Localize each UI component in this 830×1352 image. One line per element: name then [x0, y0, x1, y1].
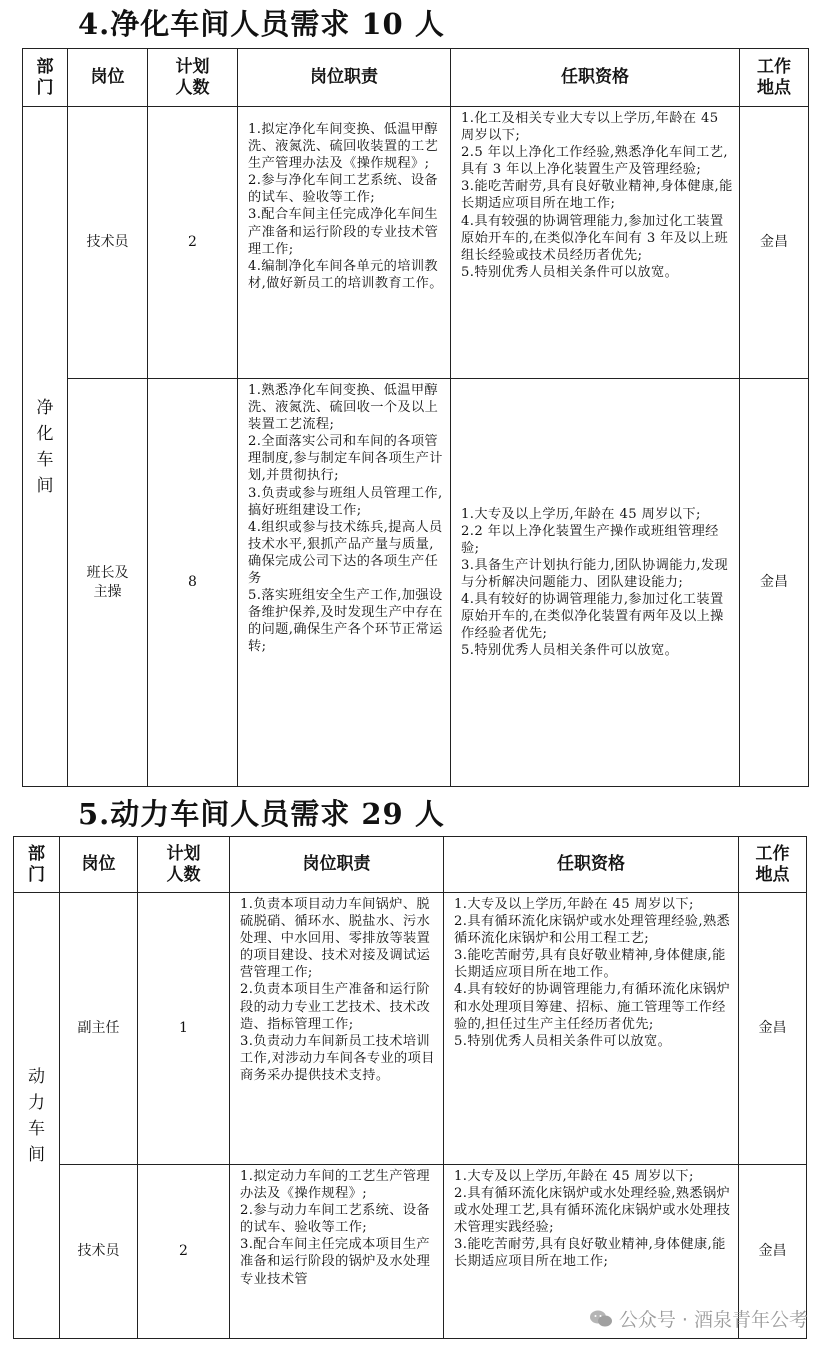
header-qualifications: 任职资格: [451, 49, 740, 107]
duties-cell: 1.熟悉净化车间变换、低温甲醇洗、液氮洗、硫回收一个及以上装置工艺流程; 2.全面落实公司和车间的各项管理制度,参与制定车间各项生产计划,并贯彻执行; 3.负责或参与班组人员管理工作,搞好班组建设工作; 4.组织或参与技术练兵,提高人员技术水平,狠抓产品产量与质量,确保完成公司下达的各项生产任务 5.落实班组安全生产工作,加强设备维护保养,及时发现生产中存在的问题,确保生产各个环节正常运转;: [238, 379, 451, 787]
wechat-icon: [589, 1309, 613, 1329]
location-cell: 金昌: [740, 107, 809, 379]
header-qualifications: 任职资格: [444, 837, 739, 893]
section-4-title: 4.净化车间人员需求 10 人: [78, 7, 445, 41]
location-cell: 金昌: [739, 1165, 807, 1339]
header-location: 工作 地点: [739, 837, 807, 893]
location-cell: 金昌: [740, 379, 809, 787]
section-4-table: [22, 48, 809, 787]
section-5-table: [13, 836, 807, 1339]
position-cell: 班长及 主操: [68, 379, 148, 787]
position-cell: 技术员: [68, 107, 148, 379]
watermark-text: 公众号 · 酒泉青年公考: [618, 1309, 808, 1331]
count-cell: 8: [148, 379, 238, 787]
table-row: [14, 893, 807, 1165]
qualifications-cell: 1.大专及以上学历,年龄在 45 周岁以下; 2.具有循环流化床锅炉或水处理管理经验,熟悉循环流化床锅炉和公用工程工艺; 3.能吃苦耐劳,具有良好敬业精神,身体健康,能长期适应项目所在地工作。 4.具有较好的协调管理能力,有循环流化床锅炉和水处理项目筹建、招标、施工管理等工作经验的,担任过生产主任经历者优先; 5.特别优秀人员相关条件可以放宽。: [444, 893, 739, 1165]
table-header-row: [14, 837, 807, 893]
header-position: 岗位: [68, 49, 148, 107]
section-5-title: 5.动力车间人员需求 29 人: [78, 797, 445, 831]
watermark: [589, 1305, 808, 1332]
qualifications-text: 1.大专及以上学历,年龄在 45 周岁以下; 2.具有循环流化床锅炉或水处理经验,熟悉锅炉或水处理工艺,具有循环流化床锅炉或水处理技术管理实践经验; 3.能吃苦耐劳,具有良好敬业精神,身体健康,能长期适应项目所在地工作;: [454, 1169, 731, 1270]
duties-cell: 1.负责本项目动力车间锅炉、脱硫脱硝、循环水、脱盐水、污水处理、中水回用、零排放等装置的项目建设、技术对接及调试运营管理工作; 2.负责本项目生产准备和运行阶段的动力专业工艺技术、技术改造、指标管理工作; 3.负责动力车间新员工技术培训工作,对涉动力车间各专业的项目商务采办提供技术支持。: [230, 893, 444, 1165]
table-header-row: [23, 49, 809, 107]
header-location: 工作 地点: [740, 49, 809, 107]
header-dept: 部 门: [23, 49, 68, 107]
duties-cell: [230, 1165, 444, 1339]
table-row: [23, 107, 809, 379]
location-cell: 金昌: [739, 893, 807, 1165]
duties-text: 1.拟定动力车间的工艺生产管理办法及《操作规程》; 2.参与动力车间工艺系统、设备的试车、验收等工作; 3.配合车间主任完成本项目生产准备和运行阶段的锅炉及水处理专业技术管: [240, 1169, 431, 1287]
header-count: 计划 人数: [148, 49, 238, 107]
header-dept: 部 门: [14, 837, 60, 893]
count-cell: 2: [148, 107, 238, 379]
dept-cell: 动 力 车 间: [14, 893, 60, 1339]
duties-cell: 1.拟定净化车间变换、低温甲醇洗、液氮洗、硫回收装置的工艺生产管理办法及《操作规程》; 2.参与净化车间工艺系统、设备的试车、验收等工作; 3.配合车间主任完成净化车间生产准备和运行阶段的专业技术管理工作; 4.编制净化车间各单元的培训教材,做好新员工的培训教育工作。: [238, 107, 451, 379]
header-position: 岗位: [60, 837, 138, 893]
position-cell: 技术员: [60, 1165, 138, 1339]
header-count: 计划 人数: [138, 837, 230, 893]
table-row: [23, 379, 809, 787]
count-cell: 1: [138, 893, 230, 1165]
header-duties: 岗位职责: [230, 837, 444, 893]
qualifications-cell: 1.大专及以上学历,年龄在 45 周岁以下; 2.2 年以上净化装置生产操作或班组管理经验; 3.具备生产计划执行能力,团队协调能力,发现与分析解决问题能力、团队建设能力; 4.具有较好的协调管理能力,参加过化工装置原始开车的,在类似净化装置有两年及以上操作经验者优先; 5.特别优秀人员相关条件可以放宽。: [451, 379, 740, 787]
dept-cell: 净 化 车 间: [23, 107, 68, 787]
qualifications-cell: 1.化工及相关专业大专以上学历,年龄在 45 周岁以下; 2.5 年以上净化工作经验,熟悉净化车间工艺,具有 3 年以上净化装置生产及管理经验; 3.能吃苦耐劳,具有良好敬业精神,身体健康,能长期适应项目所在地工作; 4.具有较强的协调管理能力,参加过化工装置原始开车的,在类似净化车间有 3 年及以上班组长经验或技术员经历者优先; 5.特别优秀人员相关条件可以放宽。: [451, 107, 740, 379]
position-cell: 副主任: [60, 893, 138, 1165]
count-cell: 2: [138, 1165, 230, 1339]
header-duties: 岗位职责: [238, 49, 451, 107]
